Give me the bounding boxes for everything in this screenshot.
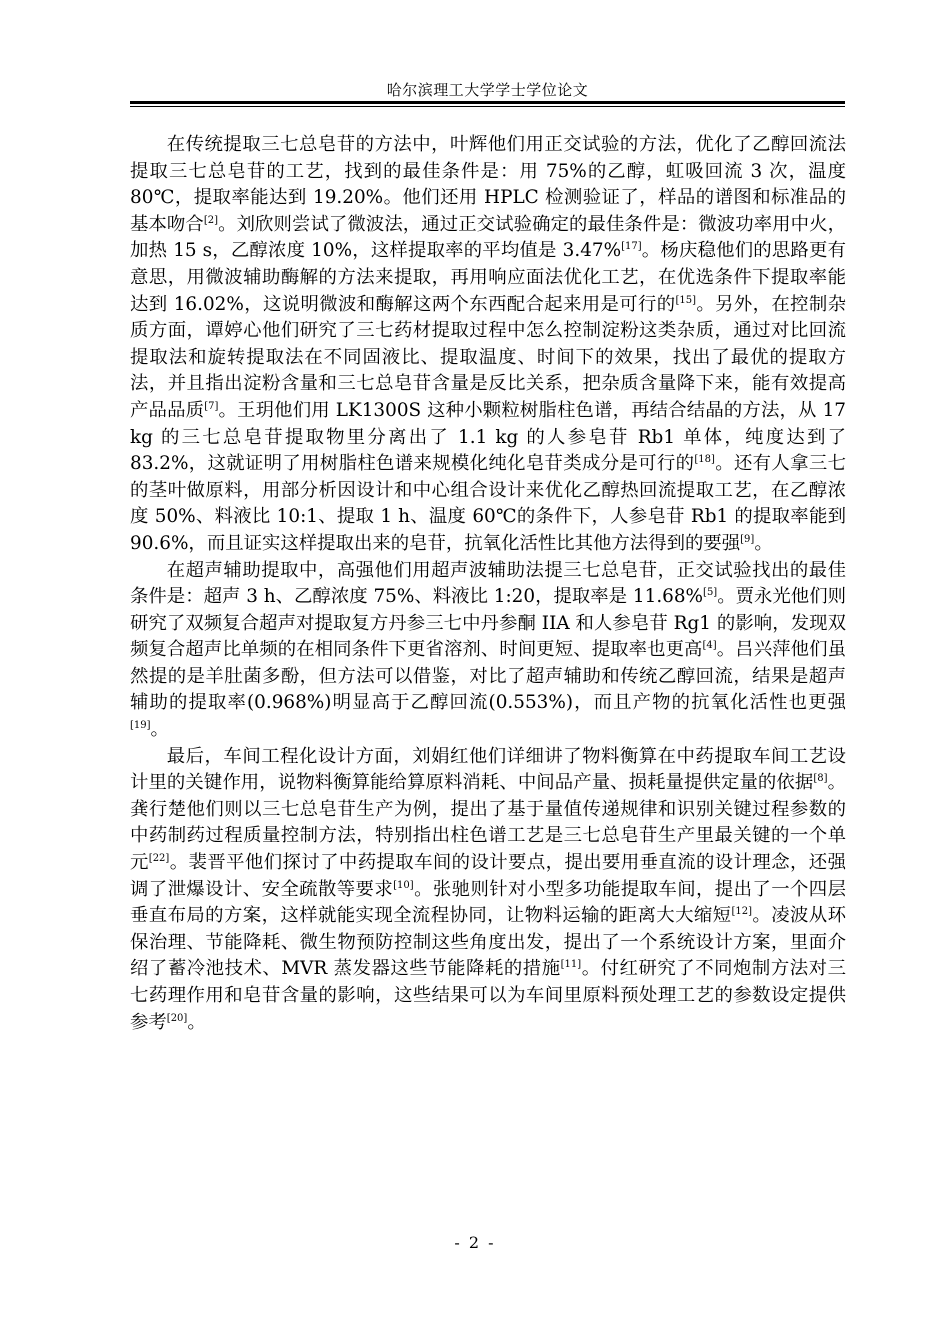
paragraph-ultrasonic-extraction	[130, 558, 846, 744]
text-run: 在传统提取三七总皂苷的方法中，叶辉他们用正交试验的方法，优化了乙醇回流法提取三七总皂苷的工艺，找到的最佳条件是：用 75%的乙醇，虹吸回流 3 次，温度 80℃，提取率能达到 19.20%。他们还用 HPLC 检测验证了，样品的谱图和标准品的基本吻合	[130, 134, 846, 235]
header-rule-thick	[130, 101, 845, 104]
text-run: 。杨庆稳他们的思路更有意思，用微波辅助酶解的方法来提取，再用响应面法优化工艺，在优选条件下提取率能达到 16.02%，这说明微波和酶解这两个东西配合起来用是可行的	[130, 240, 846, 315]
citation-ref: [20]	[166, 1012, 188, 1024]
text-run: 。另外，在控制杂质方面，谭婷心他们研究了三七药材提取过程中怎么控制淀粉这类杂质，通过对比回流提取法和旋转提取法在不同固液比、提取温度、时间下的效果，找出了最优的提取方法，并且指出淀粉含量和三七总皂苷含量是反比关系，把杂质含量降下来，能有效提高产品品质	[130, 293, 846, 421]
paragraph-extraction-methods	[130, 132, 846, 558]
text-run: 。吕兴萍他们虽然提的是羊肚菌多酚，但方法可以借鉴，对比了超声辅助和传统乙醇回流，结果是超声辅助的提取率(0.968%)明显高于乙醇回流(0.553%)，而且产物的抗氧化活性也更强	[130, 639, 846, 714]
citation-ref: [2]	[203, 214, 219, 226]
header-rule-thin	[130, 106, 845, 107]
citation-ref: [7]	[204, 400, 219, 412]
citation-ref: [4]	[702, 640, 717, 652]
citation-ref: [11]	[560, 959, 582, 971]
running-header-title: 哈尔滨理工大学学士学位论文	[386, 81, 589, 99]
text-run: 。	[187, 1011, 206, 1033]
text-run: 在超声辅助提取中，高强他们用超声波辅助法提三七总皂苷，正交试验找出的最佳条件是：超声 3 h、乙醇浓度 75%、料液比 1:20，提取率是 11.68%	[130, 559, 846, 608]
text-run: 。付红研究了不同炮制方法对三七药理作用和皂苷含量的影响，这些结果可以为车间里原料预处理工艺的参数设定提供参考	[130, 958, 846, 1033]
citation-ref: [19]	[130, 720, 151, 732]
paragraph-workshop-design	[130, 744, 846, 1037]
text-run: 。龚行楚他们则以三七总皂苷生产为例，提出了基于量值传递规律和识别关键过程参数的中药制药过程质量控制方法，特别指出柱色谱工艺是三七总皂苷生产里最关键的一个单元	[130, 772, 846, 874]
citation-ref: [10]	[393, 879, 414, 891]
citation-ref: [9]	[740, 533, 755, 545]
text-run: 。	[754, 532, 773, 554]
citation-ref: [22]	[148, 853, 170, 865]
text-run: 。凌波从环保治理、节能降耗、微生物预防控制这些角度出发，提出了一个系统设计方案，里面介绍了蓄冷池技术、MVR 蒸发器这些节能降耗的措施	[130, 905, 846, 980]
citation-ref: [15]	[675, 294, 696, 306]
text-run: 最后，车间工程化设计方面，刘娟红他们详细讲了物料衡算在中药提取车间工艺设计里的关键作用，说物料衡算能给算原料消耗、中间品产量、损耗量提供定量的依据	[130, 745, 846, 794]
citation-ref: [12]	[731, 906, 752, 918]
text-run: 。张驰则针对小型多功能提取车间，提出了一个四层垂直布局的方案，这样就能实现全流程协同，让物料运输的距离大大缩短	[130, 878, 846, 927]
citation-ref: [18]	[694, 454, 715, 466]
citation-ref: [5]	[703, 587, 718, 599]
body-text	[130, 132, 846, 1036]
page-number: - 2 -	[454, 1233, 496, 1252]
citation-ref: [8]	[813, 773, 828, 785]
text-run: 。裴晋平他们探讨了中药提取车间的设计要点，提出要用垂直流的设计理念，还强调了泄爆设计、安全疏散等要求	[130, 852, 846, 900]
text-run: 。贾永光他们则研究了双频复合超声对提取复方丹参三七中丹参酮 IIA 和人参皂苷 Rg1 的影响，发现双频复合超声比单频的在相同条件下更省溶剂、时间更短、提取率也更高	[130, 586, 846, 661]
citation-ref: [17]	[621, 241, 642, 253]
text-run: 。还有人拿三七的茎叶做原料，用部分析因设计和中心组合设计来优化乙醇热回流提取工艺，在乙醇浓度 50%、料液比 10:1、提取 1 h、温度 60℃的条件下，人参皂苷 Rb1 的提取率能到 90.6%，而且证实这样提取出来的皂苷，抗氧化活性比其他方法得到的要强	[130, 453, 846, 554]
text-run: 。王玥他们用 LK1300S 这种小颗粒树脂柱色谱，再结合结晶的方法，从 17 kg 的三七总皂苷提取物里分离出了 1.1 kg 的人参皂苷 Rb1 单体，纯度达到了 83.2%，这就证明了用树脂柱色谱来规模化纯化皂苷类成分是可行的	[130, 399, 846, 475]
text-run: 。刘欣则尝试了微波法，通过正交试验确定的最佳条件是：微波功率用中火，加热 15 s，乙醇浓度 10%，这样提取率的平均值是 3.47%	[130, 213, 846, 262]
text-run: 。	[150, 719, 169, 741]
